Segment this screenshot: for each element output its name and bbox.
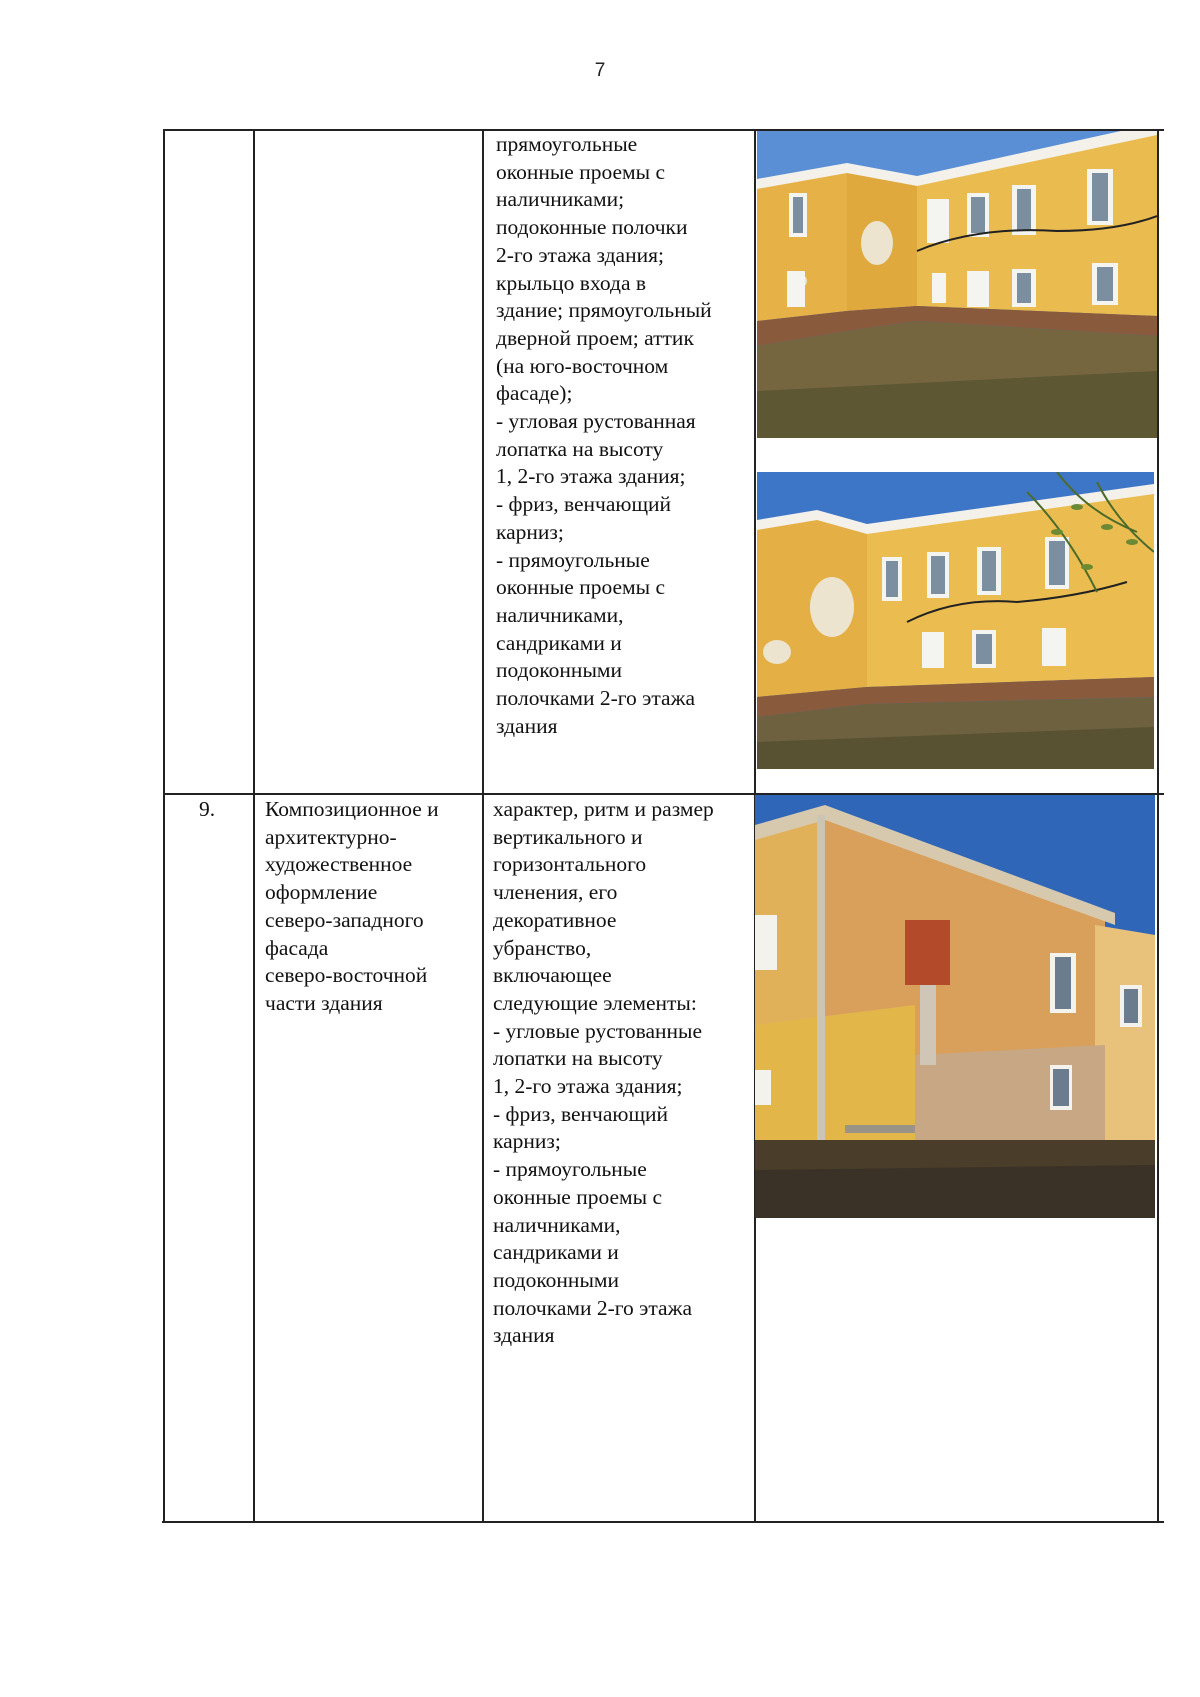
text-line: художественное [265, 852, 413, 877]
building-facade-photo [757, 131, 1157, 438]
text-line: здание; прямоугольный [496, 298, 712, 323]
text-line: полочками 2-го этажа [496, 686, 696, 711]
building-facade-photo [755, 795, 1155, 1218]
text-line: подоконные полочки [496, 215, 688, 240]
text-line: лопатки на высоту [493, 1046, 663, 1071]
text-line: членения, его [493, 880, 618, 905]
text-line: сандриками и [496, 630, 622, 655]
row-9-features [493, 796, 753, 1350]
text-line: сандриками и [493, 1240, 619, 1265]
text-line: северо-западного [265, 907, 424, 932]
text-line: фасаде); [496, 381, 573, 406]
text-line: - угловые рустованные [493, 1018, 703, 1043]
text-line: северо-восточной [265, 963, 428, 988]
text-line: включающее [493, 963, 612, 988]
text-line: оконные проемы с [496, 159, 666, 184]
text-line: части здания [265, 990, 383, 1015]
text-line: Композиционное и [265, 797, 439, 821]
text-line: - угловая рустованная [496, 409, 696, 434]
text-line: убранство, [493, 935, 592, 960]
text-line: 1, 2-го этажа здания; [493, 1074, 683, 1099]
text-line: здания [493, 1323, 555, 1348]
row-9-subject [265, 796, 480, 1018]
text-line: - прямоугольные [496, 547, 650, 572]
text-line: 2-го этажа здания; [496, 242, 664, 267]
page-number: 7 [594, 60, 606, 81]
text-line: характер, ритм и размер [493, 797, 714, 821]
text-line: наличниками; [496, 187, 625, 212]
building-facade-photo [757, 472, 1154, 769]
text-line: прямоугольные [496, 132, 638, 156]
text-line: декоративное [493, 907, 617, 932]
table-bottom-border [162, 1521, 1164, 1523]
text-line: следующие элементы: [493, 990, 697, 1015]
text-line: карниз; [496, 519, 564, 544]
continued-row-features [496, 131, 754, 740]
text-line: оконные проемы с [493, 1184, 663, 1209]
text-line: полочками 2-го этажа [493, 1295, 693, 1320]
text-line: крыльцо входа в [496, 270, 647, 295]
text-line: вертикального и [493, 824, 643, 849]
text-line: наличниками, [493, 1212, 621, 1237]
text-line: карниз; [493, 1129, 561, 1154]
text-line: наличниками, [496, 602, 624, 627]
text-line: - фриз, венчающий [493, 1101, 669, 1126]
text-line: 1, 2-го этажа здания; [496, 464, 686, 489]
col-border-1 [163, 129, 165, 1523]
col-border-3 [482, 129, 484, 1523]
row-number: 9. [199, 797, 216, 821]
text-line: подоконными [493, 1267, 619, 1292]
text-line: (на юго-восточном [496, 353, 669, 378]
col-border-5 [1157, 129, 1159, 1523]
text-line: - фриз, венчающий [496, 492, 672, 517]
text-line: лопатка на высоту [496, 436, 664, 461]
text-line: горизонтального [493, 852, 647, 877]
text-line: здания [496, 713, 558, 738]
col-border-2 [253, 129, 255, 1523]
text-line: подоконными [496, 658, 622, 683]
text-line: оформление [265, 880, 378, 905]
text-line: фасада [265, 935, 329, 960]
text-line: оконные проемы с [496, 575, 666, 600]
text-line: архитектурно- [265, 824, 397, 849]
text-line: дверной проем; аттик [496, 325, 694, 350]
text-line: - прямоугольные [493, 1157, 647, 1182]
